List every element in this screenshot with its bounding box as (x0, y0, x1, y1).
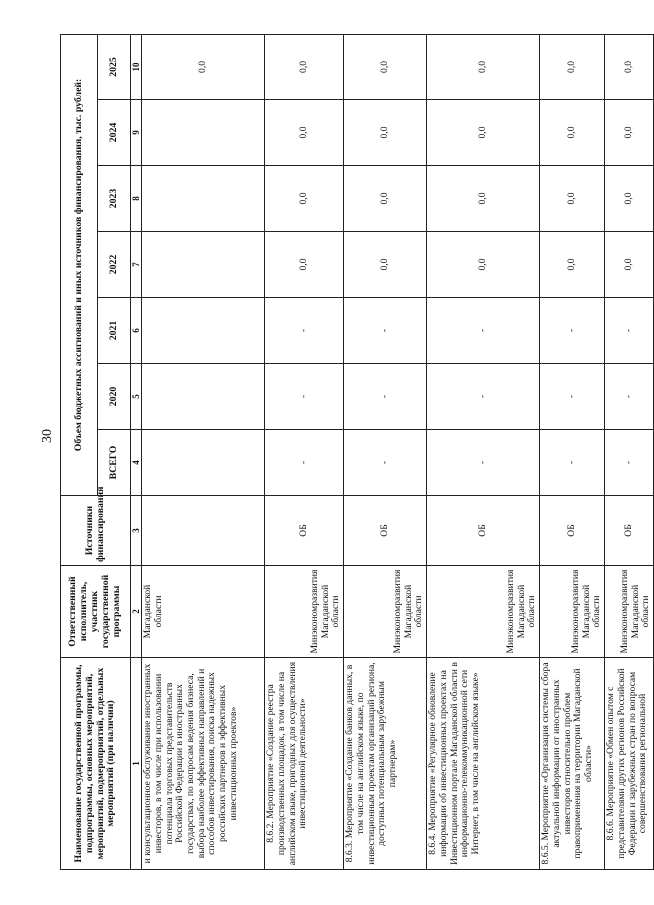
row-value: - (265, 364, 344, 430)
row-value: - (344, 430, 427, 496)
row-source: ОБ (540, 496, 605, 566)
table-row (142, 34, 265, 869)
row-value: - (344, 364, 427, 430)
column-number: 8 (131, 166, 142, 232)
row-name: 8.6.4. Мероприятие «Регулярное обновление информации об инвестиционных проектах на Инвестиционном портале Магаданской области в информационно-телекоммуникационной сети Интернет, в том числе на английском языке» (427, 658, 540, 870)
header-year: 2021 (98, 298, 131, 364)
row-value: 0,0 (265, 166, 344, 232)
row-value: 0,0 (540, 34, 605, 99)
row-value: 0,0 (540, 100, 605, 166)
row-value: 0,0 (427, 166, 540, 232)
row-value: - (605, 364, 654, 430)
row-value: - (344, 298, 427, 364)
row-value: 0,0 (605, 232, 654, 298)
row-value: 0,0 (142, 34, 265, 99)
column-number: 3 (131, 496, 142, 566)
header-year: 2024 (98, 100, 131, 166)
row-value: 0,0 (265, 34, 344, 99)
header-year: 2020 (98, 364, 131, 430)
column-number: 7 (131, 232, 142, 298)
row-name: 8.6.3. Мероприятие «Создание банков данных, в том числе на английском языке, по инвестиционным проектам организаций региона, доступных потенциальным зарубежным партнерам» (344, 658, 427, 870)
row-value (142, 100, 265, 166)
row-value: 0,0 (344, 100, 427, 166)
row-value: 0,0 (427, 232, 540, 298)
row-value (142, 166, 265, 232)
row-value: - (540, 298, 605, 364)
row-responsible: Магаданской области (142, 566, 265, 658)
column-number: 10 (131, 34, 142, 99)
header-funding-source: Источники финансирования (61, 496, 131, 566)
row-name: 8.6.5. Мероприятие «Организация системы сбора актуальной информации от иностранных инвесторов относительно проблем правоприменения на территории Магаданской области» (540, 658, 605, 870)
column-number: 1 (131, 658, 142, 870)
row-value: 0,0 (344, 232, 427, 298)
row-responsible: Минэкономразвития Магаданской области (265, 566, 344, 658)
column-number: 4 (131, 430, 142, 496)
row-value: 0,0 (265, 232, 344, 298)
header-responsible: Ответственный исполнитель, участник государственной программы (61, 566, 131, 658)
table-row (605, 34, 654, 869)
header-program-name: Наименование государственной программы, подпрограммы, основных мероприятий, мероприятий, подмероприятий, отдельных мероприятий (при наличии) (61, 658, 131, 870)
row-name: 8.6.2. Мероприятие «Создание реестра производственных площадок, в том числе на английском языке, пригодных для осуществления инвестиционной деятельности» (265, 658, 344, 870)
row-value (142, 430, 265, 496)
row-name: и консультационное обслуживание иностранных инвесторов, в том числе при использовании потенциала торговых представительств Российской Федерации в иностранных государствах, по вопросам ведения бизнеса, выбора наиболее эффективных направлений и способов инвестирования, поиска надежных российских партнеров и эффективных инвестиционных проектов» (142, 658, 265, 870)
header-year: 2022 (98, 232, 131, 298)
row-value: 0,0 (427, 34, 540, 99)
row-value: - (427, 364, 540, 430)
row-value: - (540, 364, 605, 430)
header-budget-group: Объем бюджетных ассигнований и иных источников финансирования, тыс. рублей: (61, 34, 98, 495)
budget-table (60, 34, 654, 870)
row-value: - (540, 430, 605, 496)
row-value: 0,0 (344, 166, 427, 232)
row-source: ОБ (605, 496, 654, 566)
column-number: 2 (131, 566, 142, 658)
row-value: 0,0 (265, 100, 344, 166)
row-value: - (605, 298, 654, 364)
table-row (427, 34, 540, 869)
column-number-row (131, 34, 142, 869)
column-number: 5 (131, 364, 142, 430)
row-value: - (265, 430, 344, 496)
row-name: 8.6.6. Мероприятие «Обмен опытом с представителями других регионов Российской Федерации и зарубежных стран по вопросам совершенствования региональной (605, 658, 654, 870)
row-source: ОБ (344, 496, 427, 566)
row-value: - (605, 430, 654, 496)
table-row (265, 34, 344, 869)
header-year: 2023 (98, 166, 131, 232)
row-value (142, 298, 265, 364)
row-source (142, 496, 265, 566)
table-row (344, 34, 427, 869)
row-value (142, 364, 265, 430)
column-number: 6 (131, 298, 142, 364)
row-value: 0,0 (605, 34, 654, 99)
row-value (142, 232, 265, 298)
row-value: 0,0 (427, 100, 540, 166)
row-source: ОБ (265, 496, 344, 566)
row-source: ОБ (427, 496, 540, 566)
row-value: 0,0 (540, 232, 605, 298)
row-responsible: Минэкономразвития Магаданской области (540, 566, 605, 658)
rotated-table-container (60, 35, 652, 870)
table-row (540, 34, 605, 869)
row-responsible: Минэкономразвития Магаданской области (427, 566, 540, 658)
header-year: 2025 (98, 34, 131, 99)
row-value: - (427, 298, 540, 364)
row-value: 0,0 (605, 100, 654, 166)
row-value: 0,0 (605, 166, 654, 232)
row-value: - (427, 430, 540, 496)
header-row-1 (61, 34, 98, 869)
column-number: 9 (131, 100, 142, 166)
row-responsible: Минэкономразвития Магаданской области (605, 566, 654, 658)
row-responsible: Минэкономразвития Магаданской области (344, 566, 427, 658)
row-value: 0,0 (540, 166, 605, 232)
header-total: ВСЕГО (98, 430, 131, 496)
row-value: 0,0 (344, 34, 427, 99)
page-number: 30 (40, 429, 55, 443)
row-value: - (265, 298, 344, 364)
